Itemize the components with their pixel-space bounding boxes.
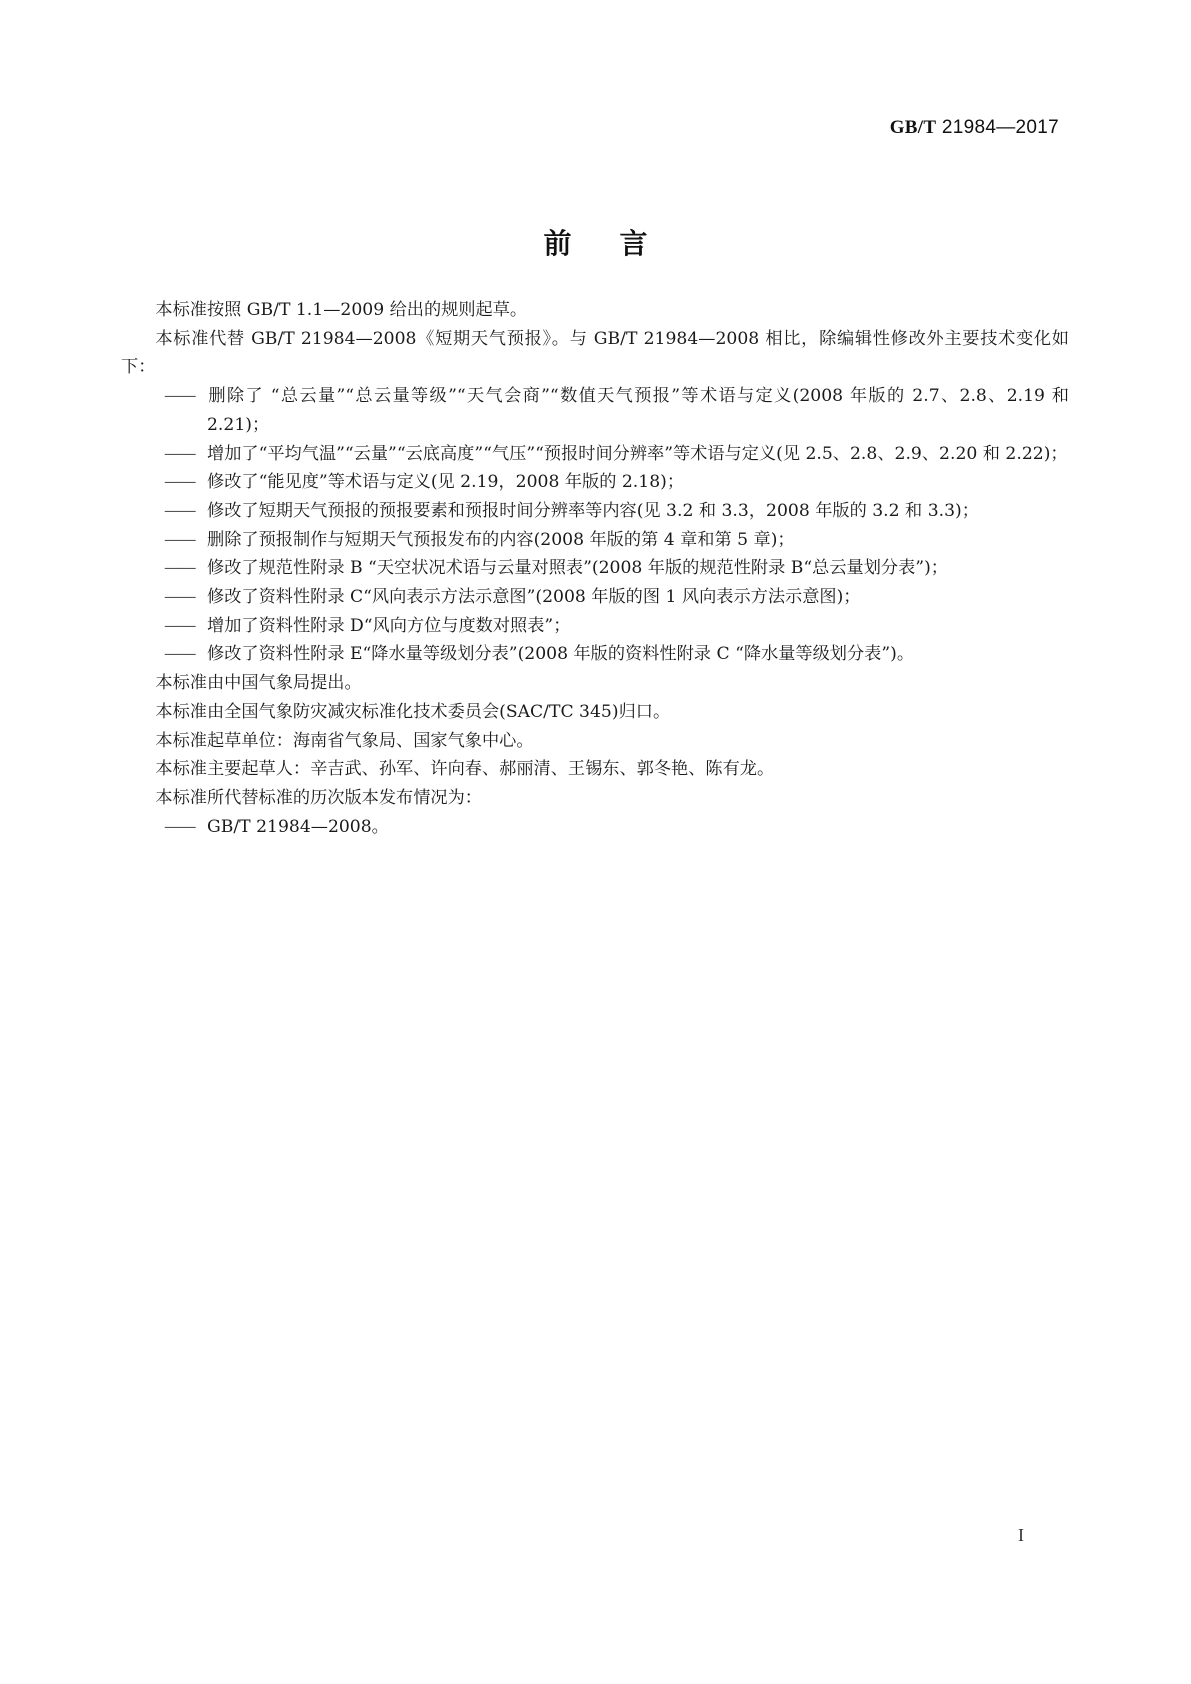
dash-marker: —— [164,500,195,521]
list-item-text: 删除了预报制作与短期天气预报发布的内容(2008 年版的第 4 章和第 5 章)； [207,529,795,550]
list-item-text: 删除了 “总云量”“总云量等级”“天气会商”“数值天气预报”等术语与定义(2008 年版的 2.7、2.8、2.19 和 2.21)； [207,386,1069,435]
list-item [121,554,1069,583]
proposed-by-paragraph: 本标准由中国气象局提出。 [155,673,362,694]
list-item-text: 修改了资料性附录 E“降水量等级划分表”(2008 年版的资料性附录 C “降水量等级划分表”)。 [207,644,915,665]
list-item [121,382,1069,439]
dash-marker: —— [164,644,195,665]
list-item-text: 修改了短期天气预报的预报要素和预报时间分辨率等内容(见 3.2 和 3.3，2008 年版的 3.2 和 3.3)； [207,500,979,521]
dash-marker: —— [164,443,195,464]
list-item [121,612,1069,641]
dash-marker: —— [164,587,195,608]
dash-marker: —— [164,529,195,550]
drafting-rule-paragraph: 本标准按照 GB/T 1.1—2009 给出的规则起草。 [155,300,528,320]
list-item-text: 增加了资料性附录 D“风向方位与度数对照表”； [207,615,571,636]
history-intro-paragraph: 本标准所代替标准的历次版本发布情况为： [155,787,482,808]
drafters-paragraph: 本标准主要起草人：辛吉武、孙军、许向春、郝丽清、王锡东、郭冬艳、陈有龙。 [155,759,775,780]
dash-marker: —— [164,558,195,579]
changes-list [121,382,1069,669]
list-item [121,468,1069,497]
replacement-paragraph: 本标准代替 GB/T 21984—2008《短期天气预报》。与 GB/T 21984—2008 相比，除编辑性修改外主要技术变化如下： [121,328,1069,378]
page-number: I [1018,1525,1024,1545]
drafting-units-paragraph: 本标准起草单位：海南省气象局、国家气象中心。 [155,730,534,751]
dash-marker: —— [164,386,195,407]
list-item [121,497,1069,526]
history-item-text: GB/T 21984—2008。 [207,816,389,837]
list-item [121,526,1069,555]
dash-marker: —— [164,472,195,493]
centralized-by-paragraph: 本标准由全国气象防灾减灾标准化技术委员会(SAC/TC 345)归口。 [155,701,671,722]
dash-marker: —— [164,615,195,636]
history-list-item [121,813,1069,842]
list-item [121,640,1069,669]
standard-code: 21984—2017 [936,117,1059,138]
list-item-text: 修改了“能见度”等术语与定义(见 2.19，2008 年版的 2.18)； [207,472,685,493]
foreword-body [121,296,1069,841]
list-item [121,583,1069,612]
list-item-text: 修改了规范性附录 B “天空状况术语与云量对照表”(2008 年版的规范性附录 B“总云量划分表”)； [207,558,948,579]
list-item-text: 修改了资料性附录 C“风向表示方法示意图”(2008 年版的图 1 风向表示方法示意图)； [207,587,861,608]
standard-prefix: GB/T [889,117,937,138]
list-item [121,440,1069,469]
page-title: 前言 [543,227,696,260]
standard-number [890,117,1059,139]
dash-marker: —— [164,816,195,837]
list-item-text: 增加了“平均气温”“云量”“云底高度”“气压”“预报时间分辨率”等术语与定义(见 2.5、2.8、2.9、2.20 和 2.22)； [207,443,1068,464]
